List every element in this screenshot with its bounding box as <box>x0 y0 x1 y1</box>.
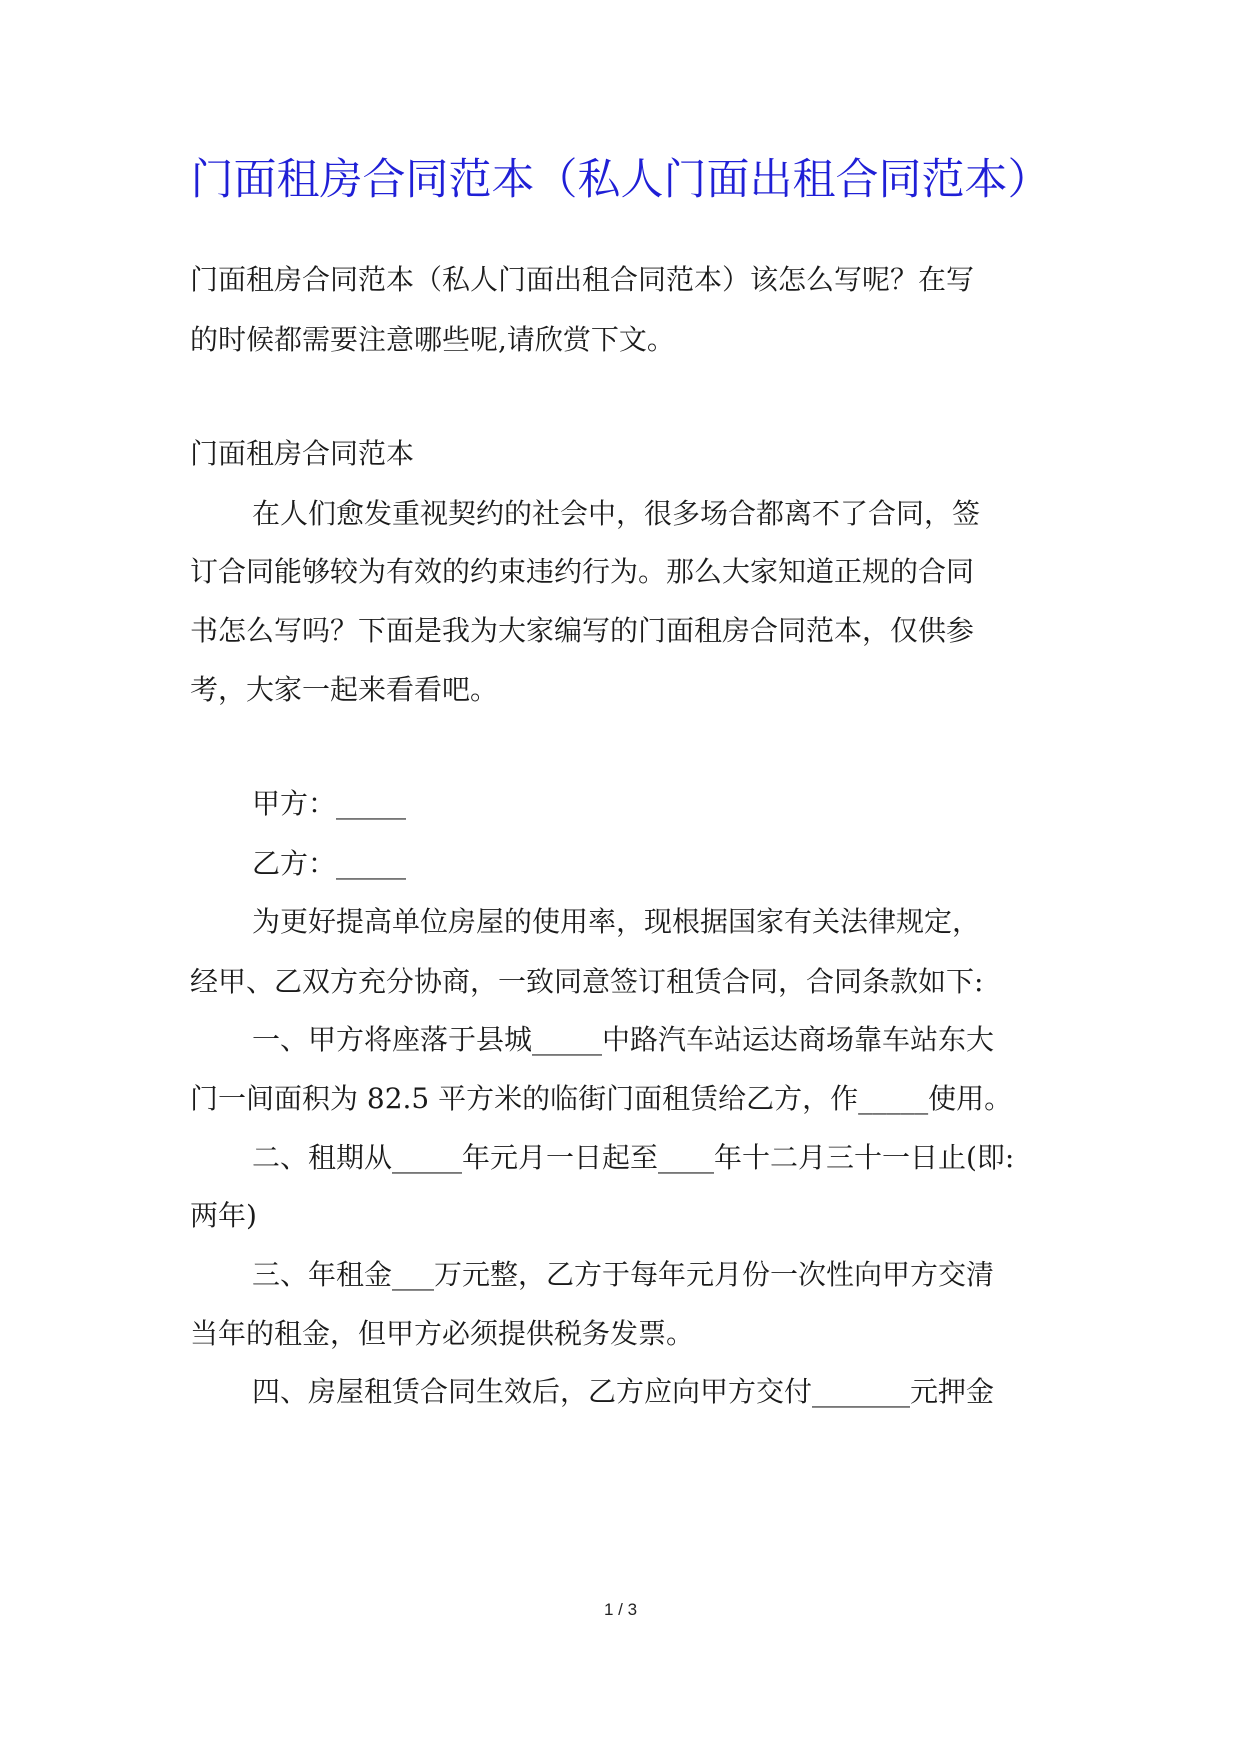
clause-line-7: 三、年租金___万元整，乙方于每年元月份一次性向甲方交清 <box>252 1258 995 1291</box>
clause-line-3: 一、甲方将座落于县城_____中路汽车站运达商场靠车站东大 <box>252 1023 995 1056</box>
preface-line-2: 订合同能够较为有效的约束违约行为。那么大家知道正规的合同 <box>190 555 975 588</box>
party-a-line: 甲方：_____ <box>252 787 407 820</box>
clause-line-5: 二、租期从_____年元月一日起至____年十二月三十一日止(即: <box>252 1141 1015 1174</box>
section-heading: 门面租房合同范本 <box>190 437 415 470</box>
intro-line-1: 门面租房合同范本（私人门面出租合同范本）该怎么写呢？在写 <box>190 263 975 296</box>
intro-line-2: 的时候都需要注意哪些呢,请欣赏下文。 <box>190 323 675 356</box>
clause-line-8: 当年的租金，但甲方必须提供税务发票。 <box>190 1317 695 1350</box>
preface-line-1: 在人们愈发重视契约的社会中，很多场合都离不了合同，签 <box>252 497 981 530</box>
party-b-line: 乙方：_____ <box>252 847 407 880</box>
clause-line-9: 四、房屋租赁合同生效后，乙方应向甲方交付_______元押金 <box>252 1375 995 1408</box>
preface-line-3: 书怎么写吗？下面是我为大家编写的门面租房合同范本，仅供参 <box>190 614 975 647</box>
document-title: 门面租房合同范本（私人门面出租合同范本） <box>190 155 1051 205</box>
preface-line-4: 考，大家一起来看看吧。 <box>190 673 499 706</box>
clause-line-4: 门一间面积为 82.5 平方米的临街门面租赁给乙方，作_____使用。 <box>190 1082 1013 1115</box>
clause-line-1: 为更好提高单位房屋的使用率，现根据国家有关法律规定， <box>252 905 981 938</box>
page-number: 1 / 3 <box>603 1600 638 1619</box>
clause-line-6: 两年) <box>190 1199 257 1232</box>
clause-line-2: 经甲、乙双方充分协商，一致同意签订租赁合同，合同条款如下: <box>190 965 984 998</box>
